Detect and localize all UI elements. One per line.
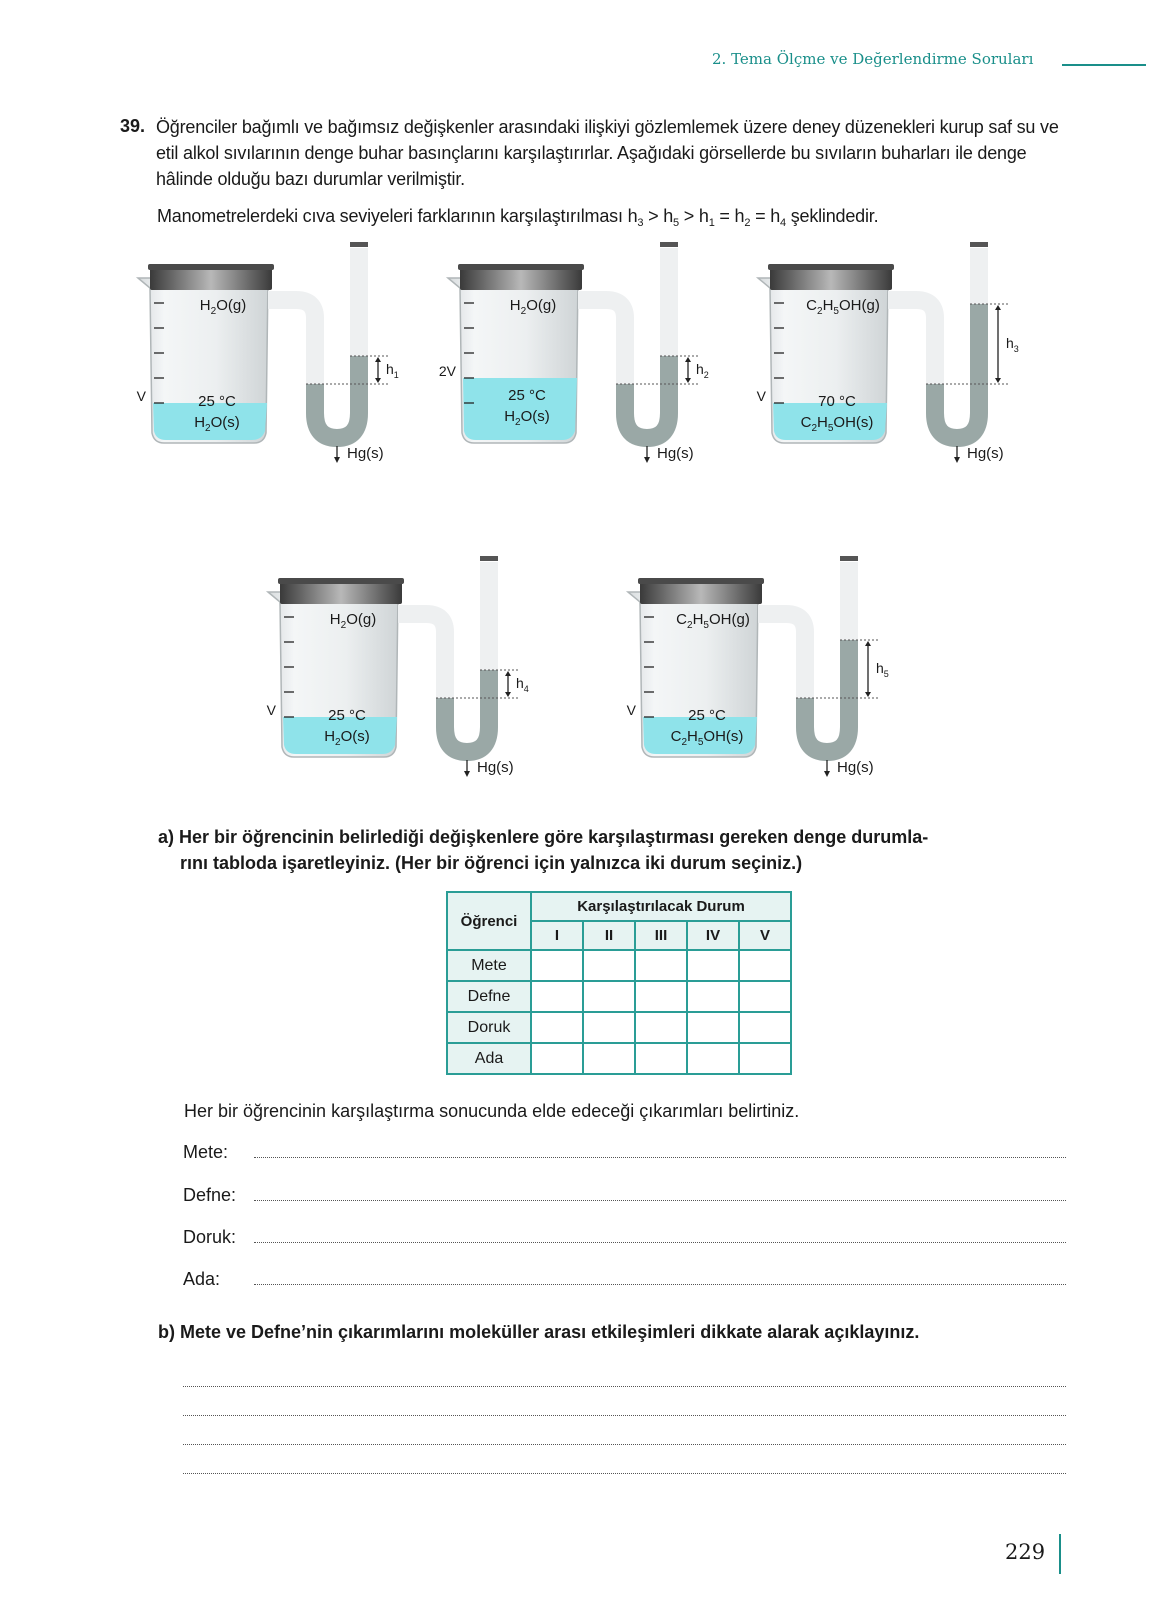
height-label: $h_5$ [876,660,889,679]
gas-label: $H_2O(g)$ [329,611,377,631]
part-b-prompt: b) Mete ve Defne’nin çıkarımlarını moleküller arası etkileşimleri dikkate alarak açıklayınız. [158,1322,920,1342]
liquid-label: $H_2O(s)$ [504,408,550,428]
height-label: $h_3$ [1006,335,1019,354]
beaker-lid [460,268,582,290]
gas-label: $H_2O(g)$ [199,297,247,317]
mercury-label: Hg(s) [477,759,514,776]
setup-figure-5 [618,552,918,787]
answer-line-mete[interactable] [254,1157,1066,1158]
volume-label: V [136,388,146,404]
volume-label: 2V [438,363,456,379]
check-cell[interactable] [739,1043,791,1074]
gas-label: $C_2H_5OH(g)$ [676,611,750,631]
mercury-label: Hg(s) [347,445,384,462]
comparison-table [446,891,792,1075]
beaker-lid [770,268,892,290]
gas-label: $C_2H_5OH(g)$ [806,297,880,317]
student-name: Defne [447,981,531,1012]
mercury-label: Hg(s) [967,445,1004,462]
operator: = [750,206,771,226]
check-cell[interactable] [583,1012,635,1043]
operator: > [678,206,699,226]
setup-figure-1 [128,238,428,473]
h-symbol: h [734,206,745,226]
answer-label-ada: Ada: [183,1269,221,1289]
part-a-line1: a) Her bir öğrencinin belirlediği değişkenlere göre karşılaştırması gereken denge durumla- [158,827,929,847]
temperature-label: 25 °C [688,707,726,724]
check-cell[interactable] [531,1012,583,1043]
apparatus-svg [618,552,918,787]
answer-label-mete: Mete: [183,1142,229,1162]
table-row [447,1043,791,1074]
operator: = [714,206,735,226]
check-cell[interactable] [583,1043,635,1074]
temperature-label: 25 °C [508,387,546,404]
check-cell[interactable] [739,950,791,981]
h-symbol: h [627,206,638,226]
h-sub: 4 [780,217,786,229]
h-sub: 2 [744,217,751,229]
setup-figure-4 [258,552,558,787]
check-cell[interactable] [635,1012,687,1043]
mercury-label: Hg(s) [837,759,874,776]
part-b-answer-line[interactable] [183,1386,1066,1387]
mercury-label: Hg(s) [657,445,694,462]
apparatus-svg [748,238,1048,473]
answer-label-defne: Defne: [183,1185,237,1205]
page-number-rule [1059,1534,1061,1574]
temperature-label: 25 °C [328,707,366,724]
answer-line-defne[interactable] [254,1200,1066,1201]
column-header: IV [687,921,739,950]
beaker-lid [150,268,272,290]
table-header-row [447,892,791,921]
check-cell[interactable] [687,1043,739,1074]
liquid-label: $H_2O(s)$ [194,414,240,434]
beaker-lid [640,582,762,604]
setup-figure-2 [438,238,738,473]
temperature-label: 25 °C [198,393,236,410]
volume-label: V [266,702,276,718]
h-symbol: h [770,206,780,226]
h-symbol: h [698,206,709,226]
check-cell[interactable] [635,981,687,1012]
comparison-suffix: şeklindedir. [785,206,879,226]
column-header: V [739,921,791,950]
header-rule [1062,64,1146,66]
student-name: Ada [447,1043,531,1074]
answer-line-ada[interactable] [254,1284,1066,1285]
part-b-answer-line[interactable] [183,1444,1066,1445]
h-sub: 3 [637,217,644,229]
liquid-label: $C_2H_5OH(s)$ [670,728,744,748]
apparatus-svg [438,238,738,473]
check-cell[interactable] [583,981,635,1012]
student-name: Doruk [447,1012,531,1043]
question-number: 39. [120,116,146,136]
check-cell[interactable] [635,950,687,981]
apparatus-svg [258,552,558,787]
liquid-label: $C_2H_5OH(s)$ [800,414,874,434]
group-header: Karşılaştırılacak Durum [531,892,791,921]
volume-label: V [626,702,636,718]
h-sub: 1 [708,217,715,229]
check-cell[interactable] [531,950,583,981]
column-header: III [635,921,687,950]
temperature-label: 70 °C [818,393,856,410]
question-comparison [157,206,878,227]
check-cell[interactable] [635,1043,687,1074]
h-sub: 5 [673,217,679,229]
check-cell[interactable] [687,981,739,1012]
operator: > [643,206,664,226]
apparatus-svg [128,238,428,473]
setup-figure-3 [748,238,1048,473]
question-intro: Öğrenciler bağımlı ve bağımsız değişkenler arasındaki ilişkiyi gözlemlemek üzere deney düzenekleri kurup saf su ve etil alkol sıvılarının denge buhar basınçlarını karşılaştırırlar. Aşağıdaki görsellerde bu sıvıların buharları ile denge hâlinde olduğu bazı durumlar verilmiştir. [156,117,1059,189]
check-cell[interactable] [739,981,791,1012]
table-row [447,950,791,981]
part-a-line2: rını tabloda işaretleyiniz. (Her bir öğrenci için yalnızca iki durum seçiniz.) [180,853,803,873]
section-header: 2. Tema Ölçme ve Değerlendirme Soruları [712,50,1034,68]
check-cell[interactable] [531,981,583,1012]
check-cell[interactable] [583,950,635,981]
gas-label: $H_2O(g)$ [509,297,557,317]
height-label: $h_4$ [516,675,529,694]
check-cell[interactable] [531,1043,583,1074]
page-number: 229 [1005,1540,1046,1564]
height-label: $h_1$ [386,361,399,380]
liquid-label: $H_2O(s)$ [324,728,370,748]
column-header: I [531,921,583,950]
student-name: Mete [447,950,531,981]
height-label: $h_2$ [696,361,709,380]
answer-label-doruk: Doruk: [183,1227,237,1247]
comparison-prefix: Manometrelerdeki cıva seviyeleri farklarının karşılaştırılması [157,206,628,226]
table-row [447,981,791,1012]
column-header: II [583,921,635,950]
h-symbol: h [663,206,674,226]
check-cell[interactable] [739,1012,791,1043]
check-cell[interactable] [687,950,739,981]
volume-label: V [756,388,766,404]
table-row [447,1012,791,1043]
student-column-header: Öğrenci [447,892,531,950]
part-a-prompt [158,824,1038,876]
part-b-answer-line[interactable] [183,1415,1066,1416]
check-cell[interactable] [687,1012,739,1043]
beaker-lid [280,582,402,604]
answer-line-doruk[interactable] [254,1242,1066,1243]
part-b-answer-line[interactable] [183,1473,1066,1474]
instruction-text: Her bir öğrencinin karşılaştırma sonucunda elde edeceği çıkarımları belirtiniz. [184,1101,800,1121]
